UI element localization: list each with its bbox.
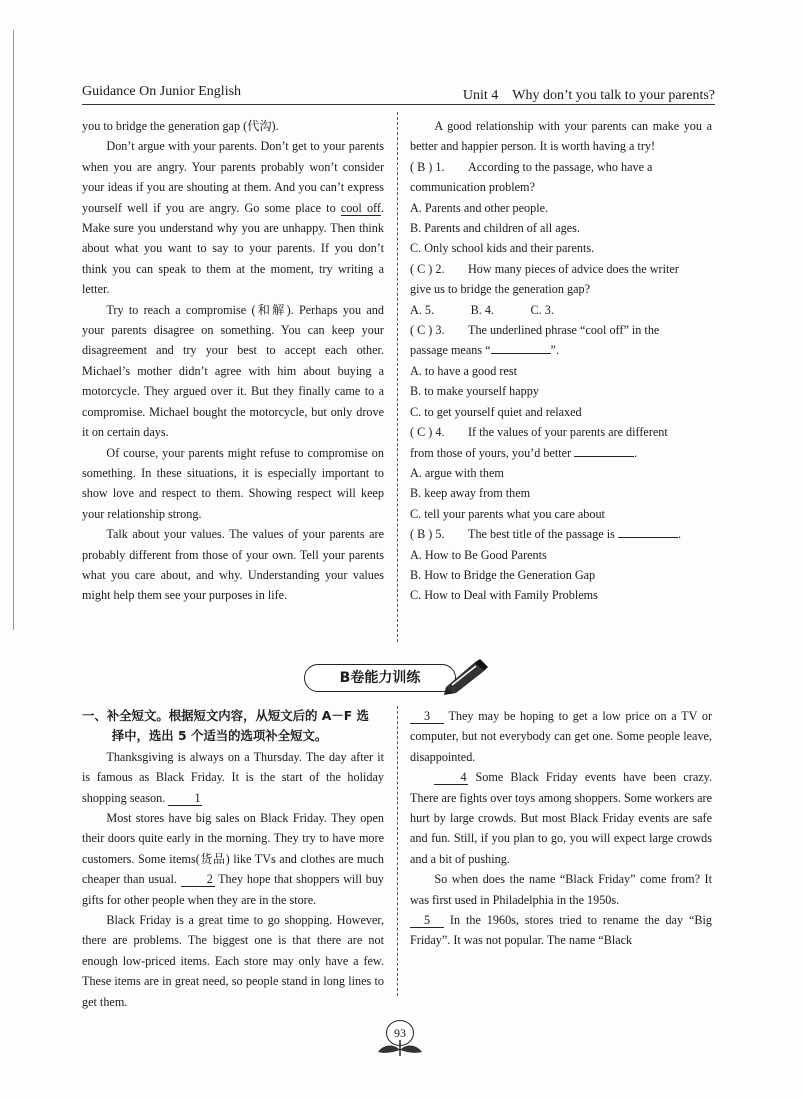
- question-1: ( B ) 1. According to the passage, who have a: [410, 159, 653, 174]
- cloze-paragraph: Black Friday is a great time to go shopping. However, there are problems. The biggest one is that there are not enough low-priced items. Each store may only have a few. These items are in great need, so people stand in long lines to get them.: [82, 913, 384, 1009]
- banner-label: B卷能力训练: [304, 664, 456, 692]
- column-divider: [397, 112, 398, 642]
- passage-paragraph: Try to reach a compromise (和解). Perhaps you and your parents disagree on something. You can keep your disagreement and try your best to accept each other. Michael’s mother didn’t agree with him about buying a motorcycle. They argued over it. But they finally came to a compromise. Michael bought the motorcycle, but only drove it on certain days.: [82, 302, 384, 440]
- option: C. How to Deal with Family Problems: [410, 588, 598, 603]
- cloze-paragraph: So when does the name “Black Friday” come from? It was first used in Philadelphia in the 1950s.: [410, 872, 712, 907]
- flower-ornament-icon: [374, 1038, 426, 1060]
- binding-line: [13, 30, 14, 630]
- cloze-blank: 3: [410, 709, 444, 724]
- unit-title: Unit 4 Why don’t you talk to your parents?: [462, 88, 715, 103]
- cloze-blank: 1: [168, 791, 202, 806]
- passage-paragraph: Don’t argue with your parents. Don’t get to your parents when you are angry. Your parents probably won’t consider your ideas if you are shouting at them. And you can’t express yourself well if you are angry. Go some place to cool off. Make sure you understand why you are unhappy. Then think about what you want to say to your parents. If you don’t think you can speak to them at the moment, try writing a letter.: [82, 139, 384, 297]
- option: B. to make yourself happy: [410, 384, 539, 399]
- option: C. Only school kids and their parents.: [410, 241, 595, 256]
- page-header: [82, 84, 715, 104]
- option: A. How to Be Good Parents: [410, 547, 547, 562]
- cloze-blank: 5: [410, 913, 444, 928]
- pencil-icon: [440, 657, 490, 697]
- cloze-paragraph: Most stores have big sales on Black Friday. They open their doors quite early in the morning. They try to have more customers. Some items(货品) like TVs and clothes are much cheaper than usual. 2 They hope that shoppers will buy gifts for other people when they are in the store.: [82, 811, 385, 907]
- passage-closing: A good relationship with your parents can make you a better and happier person. It is worth having a try!: [410, 119, 712, 154]
- question-3: ( C ) 3. The underlined phrase “cool off” in the: [410, 323, 660, 338]
- option: A. to have a good rest: [410, 363, 517, 378]
- option: A. 5. B. 4. C. 3.: [410, 302, 554, 317]
- cloze-passage-left: [82, 706, 385, 1009]
- option: B. Parents and children of all ages.: [410, 221, 580, 236]
- column-divider: [397, 706, 398, 996]
- option: B. How to Bridge the Generation Gap: [410, 567, 596, 582]
- header-rule: [82, 104, 715, 105]
- answer-blank: [574, 446, 634, 457]
- option: A. Parents and other people.: [410, 200, 549, 215]
- question-4: ( C ) 4. If the values of your parents are different: [410, 425, 668, 440]
- book-title: Guidance On Junior English: [82, 84, 242, 99]
- answer-blank: [618, 527, 678, 538]
- task-instruction: 一、补全短文。根据短文内容，从短文后的 A－F 选: [82, 708, 369, 723]
- question-2: ( C ) 2. How many pieces of advice does the writer: [410, 261, 679, 276]
- cloze-blank: 4: [434, 770, 468, 785]
- page-number-text: 93: [386, 1020, 414, 1046]
- questions-column: A good relationship with your parents can make you a better and happier person. It is worth having a try! ( B ) 1. According to the passage, who have a communication problem? A. Parents and other people. B. Parents and children of all ages. C. Only school kids and their parents. ( C ) 2. How many pieces of advice does the writer give us to bridge the generation gap? A. 5. B. 4. C. 3. ( C ) 3. The underlined phrase “cool off” in the passage means “ ”. A. to have a good rest B. to make yourself happy C. to get yourself quiet and relaxed ( C ) 4. If the values of your parents are different from those of yours, you’d better . A. argue with them B. keep away from them C. tell your parents what you care about ( B ) 5. The best title of the passage is . A. How to Be Good Parents B. How to Bridge the Generation Gap C. How to Deal with Family Problems: [410, 116, 712, 606]
- page-number: [372, 1020, 432, 1060]
- underlined-phrase: cool off: [340, 200, 381, 215]
- passage-paragraph: you to bridge the generation gap (代沟).: [82, 119, 279, 133]
- cloze-passage-right: [410, 706, 712, 951]
- passage-paragraph: Of course, your parents might refuse to compromise on something. In these situations, it is especially important to show love and respect to them. Showing respect will keep your relationship strong.: [82, 445, 384, 521]
- cloze-paragraph: 5 In the 1960s, stores tried to rename the day “Big Friday”. It was not popular. The name “Black: [410, 913, 712, 948]
- cloze-paragraph: Thanksgiving is always on a Thursday. The day after it is famous as Black Friday. It is the start of the holiday shopping season. 1: [82, 749, 384, 805]
- answer-blank: [491, 343, 551, 354]
- task-instruction: 择中，选出 5 个适当的选项补全短文。: [111, 728, 328, 744]
- cloze-paragraph: 4 Some Black Friday events have been crazy. There are fights over toys among shoppers. Some workers are hurt by large crowds. But most Black Friday events are safe and fun. Still, if you plan to go, you will expect large crowds and a bit of pushing.: [410, 770, 713, 866]
- passage-paragraph: Talk about your values. The values of your parents are probably different from those of your own. Tell your parents what you care about, and why. Understanding your values might help them see your purposes in life.: [82, 527, 384, 603]
- question-5: ( B ) 5. The best title of the passage is .: [410, 527, 681, 542]
- option: B. keep away from them: [410, 486, 531, 501]
- cloze-paragraph: 3 They may be hoping to get a low price on a TV or computer, but not everybody can get one. Some people leave, disappointed.: [410, 709, 713, 764]
- cloze-blank: 2: [181, 872, 215, 887]
- option: A. argue with them: [410, 465, 504, 480]
- reading-passage: [82, 116, 384, 606]
- option: C. to get yourself quiet and relaxed: [410, 404, 582, 419]
- section-banner: [300, 657, 490, 697]
- option: C. tell your parents what you care about: [410, 506, 605, 521]
